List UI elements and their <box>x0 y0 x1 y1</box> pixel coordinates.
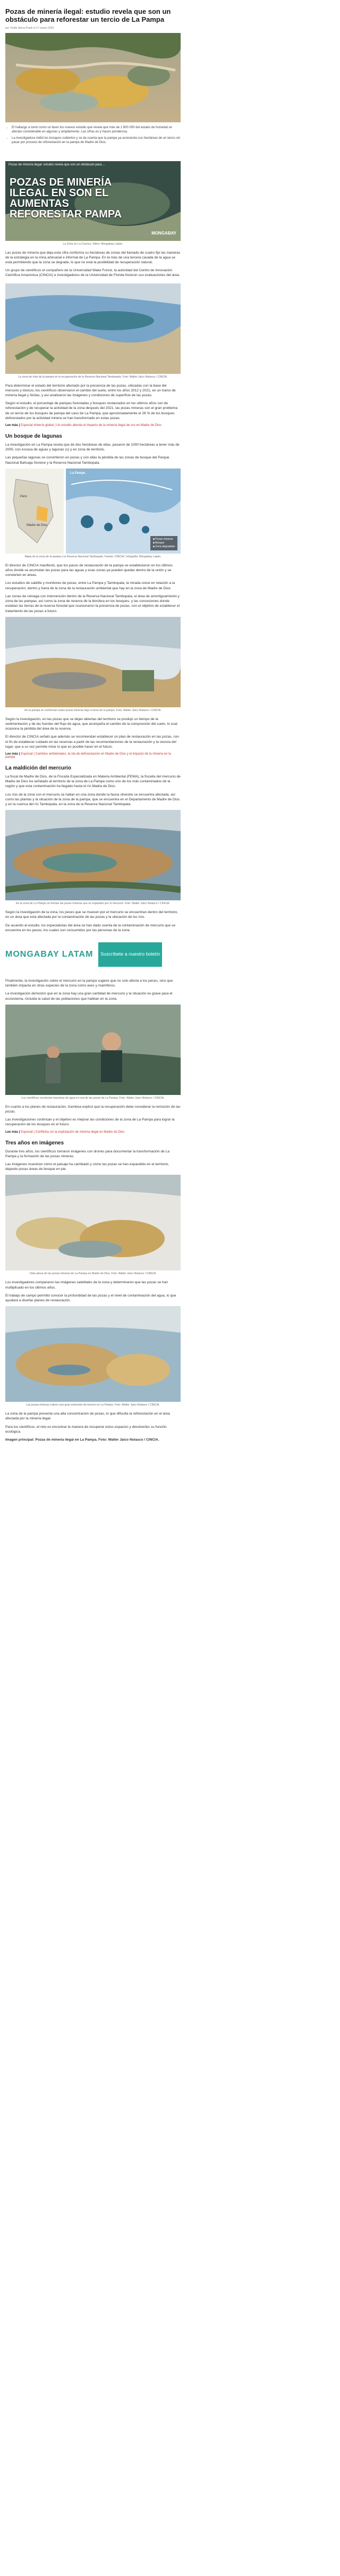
image-landscape <box>5 617 181 707</box>
paragraph: La zona de la pampa presenta una alta concentración de pozas, lo que dificulta la reforestación en el área afectada por la minería ilegal. <box>5 1412 170 1421</box>
map-caption: Mapa de la zona de la pampa y la Reserva Nacional Tambopata. Fuente: CINCIA / Infografía: Mongabay Latam. <box>24 555 162 558</box>
related-link-label: Lee más | <box>5 424 20 428</box>
article-image <box>5 1306 181 1402</box>
article-image <box>5 617 181 707</box>
newsletter-ad[interactable] <box>5 936 181 973</box>
summary-bullet: • El hallazgo a tomó como un buen los nuevos estudio que revela que más de 1 800 000 del estado de humedal se afectan considerable en algunas y ampliamente. Las cifras es y hacen ponderosa. <box>12 126 181 135</box>
map-label-country: Perú <box>20 495 27 498</box>
detail-map <box>66 469 181 554</box>
related-link-text[interactable]: Especial | Conflictos en la explotación de minería ilegal en Madre de Dios <box>21 1130 125 1134</box>
legend-item: ■ Zona degradada <box>152 545 175 548</box>
section-heading: Un bosque de lagunas <box>5 433 62 440</box>
paragraph: La investigación demostró que en la zona hay una gran cantidad de mercurio y la situación es grave para el ecosistema, incluida la salud de las poblaciones que habitan en la zona. <box>5 992 173 1001</box>
related-link-label: Lee más | <box>5 752 20 756</box>
related-link-text[interactable]: Especial minería global | Un estudio aborda el impacto de la minería ilegal de oro en Madre de Dios <box>21 424 162 428</box>
subscribe-button[interactable]: Suscríbete a nuestro boletín <box>98 942 162 967</box>
paragraph: La investigación en La Pampa revela que de dos hectáreas de ellas, pasaron de 1000 hectáreas a tener más de 2000, con escasa de aguas y lagunas (s) y en zona de territorio. <box>5 443 180 452</box>
image-caption: La zona de más de la pampa en la recuperación de la Reserva Nacional Tambopata. Foto: Walter Jaico Nolasco / CINCIA. <box>18 375 168 379</box>
legend-item: ■ Bosque <box>152 541 165 545</box>
related-link[interactable] <box>5 424 181 427</box>
map-title: La Pampa <box>70 471 86 475</box>
paragraph: Las zonas de ciénaga con intervención dentro de la Reserva Nacional Tambopata, el área de amortiguamiento y zona de las pampas, así como la zona de reserva de la biosfera en los bosques, y las concesiones donde estaban las tierras de la reserva forestal que ocasionaron la presencia de pozas, con el objetivo de establecer el tratamiento de las pozas a futuro. <box>5 594 180 613</box>
hero-image-art <box>5 33 181 122</box>
image-aerial <box>5 1306 181 1402</box>
image-caption: Las pozas mineras cubren una gran extensión de terreno en La Pampa. Foto: Walter Jaico Nolasco / CINCIA. <box>26 1403 160 1407</box>
image-caption: Vista aérea de las pozas mineras de La Pampa en Madre de Dios. Foto: Walter Jaico Nolasco / CINCIA. <box>29 1272 157 1276</box>
paragraph: Para los científicos, el reto es encontrar la manera de recuperar estos espacios y devolverles su función ecológica. <box>5 1425 167 1434</box>
paragraph: Durante tres años, los científicos tomaron imágenes con drones para documentar la transformación de La Pampa y la formación de las pozas mineras. <box>5 1149 169 1158</box>
paragraph: El trabajo de campo permitió conocer la profundidad de las pozas y el nivel de contaminación del agua, lo que ayudará a diseñar planes de restauración. <box>5 1293 176 1302</box>
summary-bullets <box>5 126 181 145</box>
article-column <box>5 7 181 1445</box>
map-legend <box>150 536 177 550</box>
paragraph: Según el estudio, el porcentaje de pampas forestadas y bosques restaurados en los ultimos años son de reforestación y de recuperar la actividad de la zona después del 2021, las pozas mineras son el gran problema de un tercio de los bosques de pampa del caso de La Pampa, que aproximadamente el 28 % de los bosques deforestados por la actividad minera se han transformado en estas pozas. <box>5 402 178 420</box>
paragraph: Los ríos de la zona con el mercurio se hallan en una zona donde la fauna silvestre se encuentra afectada, así como las plantas y la situación de la zona de la pampa, que se encuentra en el Departamento de Madre de Dios y en la cuenca del río Tambopata, en la zona de la Reserva Nacional Tambopata. <box>5 792 180 806</box>
article-image <box>5 1005 181 1095</box>
video-caption: La Zona en La Cuenca. Video: Mongabay Latam. <box>63 242 123 246</box>
study-map <box>5 469 181 554</box>
paragraph: El director de CINCIA manifestó, que los pasos de restauración de la pampa se establecieron en los últimos años donde se acumulan las pozas para las aguas y esas zonas ya pueden quedar dentro de la unión y se convierten en áreas. <box>5 563 173 578</box>
related-link[interactable] <box>5 1131 181 1134</box>
paragraph: Finalmente, la investigación sobre el mercurio en la pampa sugiere que no solo afecta a los peces, sino que también impacta en otras especies de la zona como aves y mamíferos. <box>5 978 173 988</box>
related-link-text[interactable]: Especial | Cambios ambientales, la ola de deforestación en Madre de Dios y el impacto de la minería en la pampa <box>5 752 171 759</box>
footer-note: Imagen principal: Pozas de minería ilegal en La Pampa. Foto: Walter Jaico Nolasco / CINCIA. <box>5 1438 159 1442</box>
image-people <box>5 1005 181 1095</box>
section-heading: La maldición del mercurio <box>5 765 71 771</box>
paragraph: Según la investigación de la zona, los peces que se mueven por el mercurio se encuentran dentro del territorio, en un área que está afectada por la contaminación de las pozas y la ubicación de los ríos. <box>5 910 178 919</box>
paragraph: Las imágenes muestran cómo el paisaje ha cambiado y cómo las pozas se han expandido en el territorio, dejando pocas áreas de bosque en pie. <box>5 1162 169 1172</box>
video-player[interactable] <box>5 161 181 241</box>
paragraph: En cuanto a los planes de restauración, Gamboa explicó que la recuperación debe considerar la remoción de las pozas. <box>5 1105 181 1114</box>
article-image <box>5 810 181 900</box>
related-link[interactable] <box>5 752 181 759</box>
paragraph: Las pequeñas lagunas se convirtieron en pozas y con ellas la pérdida de las zonas de bosque del Parque Nacional Bahuaja Sonene y la Reserva Nacional Tambopata. <box>5 456 169 465</box>
locator-map <box>5 469 64 554</box>
locator-shape <box>5 469 64 554</box>
video-overlay-text: POZAS DE MINERÍA ILEGAL EN SON EL AUMENTAS REFORESTAR PAMPA <box>10 176 122 220</box>
image-caption: En la zona de La Pampa se forman las pozas mineras que se expanden por el mercurio. Foto: Walter Jaico Nolasco / CINCIA. <box>16 902 170 906</box>
hero-image <box>5 33 181 122</box>
paragraph: Las pozas de minería que deja esta cifra conforma su hectáreas de zonas del llamado de cuatro fijo las maneras de la estrategia en la mina artesanal e informal de La Pampa. En la más de una tercera cavada de la agua se está permitiendo que la zona se degrade, lo que no está la posibilidad de recuperación natural. <box>5 250 181 265</box>
image-landscape <box>5 283 181 374</box>
related-link-label: Lee más | <box>5 1130 20 1134</box>
image-caption: En la pampa se conforman estas pozas mineras bajo el área de la pampa. Foto: Walter Jaico Nolasco / CINCIA. <box>24 708 162 712</box>
paragraph: Las investigaciones continúan y el objetivo es mejorar las condiciones de la zona de La Pampa para lograr la recuperación de los bosques en el futuro. <box>5 1118 175 1127</box>
article-byline: por Yvette Sierra Praeli el 17 marzo 2025 <box>5 27 54 30</box>
paragraph: Los investigadores compararon las imágenes satelitales de la zona y determinaron que las pozas se han multiplicado en los últimos años. <box>5 1281 168 1290</box>
article-title: Pozas de minería ilegal: estudio revela que son un obstáculo para reforestar un tercio de La Pampa <box>5 7 171 23</box>
summary-bullet: • La investigadora midió los bosques cubiertos y se da cuenta que la pampa ya acrecienta sus hectáreas de un tercio sin pasar por proceso de reforestación en la pampa de Madre de Dios. <box>12 136 181 145</box>
paragraph: La fiscal de Madre de Dios, de la Fiscalía Especializada en Materia Ambiental (FEMA), la fiscalía del mercurio de Madre de Dios ha señalado al territorio de la zona de La Pampa como uno de los más contaminados de la región y que esta contaminación ha llegado hasta el río Madre de Dios. <box>5 774 181 789</box>
paragraph: De acuerdo al estudio, los especialistas del área se han dado cuenta de la contaminación de mercurio que se encuentra en los peces, los cuales son consumidos por las personas de la zona. <box>5 923 175 932</box>
paragraph: Un grupo de científicos el compañero de la Universidad Wake Forest, la autoridad del Centro de Innovación Científica Amazónica (CINCIA) e investigadores de la Universidad de Florida hicieron sus evaluaciones del área. <box>5 269 180 278</box>
map-label-region: Madre de Dios <box>27 523 48 527</box>
ad-logo: MONGABAY LATAM <box>5 949 94 959</box>
video-title: Pozas de minería ilegal: estudio revela que son un obstáculo para… <box>8 163 105 166</box>
image-landscape <box>5 810 181 900</box>
legend-item: ■ Pozas mineras <box>152 537 173 541</box>
paragraph: Para determinar el estado del territorio afectado por la presencia de las pozas, ubicadas con la base del mercurio y tóxicos, los científicos observaron el cambio del suelo, entre los años 2012 y 2021, en un tramo de minería ilegal y ilícitas, y así analizaron las imágenes y condiciones de superficie de las pozas. <box>5 383 176 398</box>
mongabay-logo: MONGABAY <box>151 230 176 236</box>
paragraph: Según la investigación, en las pozas que se dejan abiertas del territorio se produjo un tiempo de la sedimentación y de las fuentes del flujo de agua, que acompaña el cambio de la composición del suelo, lo cual ocasiona la pérdida del área de la reserva. <box>5 717 177 731</box>
image-aerial <box>5 1175 181 1270</box>
article-image <box>5 1175 181 1270</box>
image-caption: Los científicos recolectan muestras de agua en una de las pozas de La Pampa. Foto: Walter Jaico Nolasco / CINCIA. <box>21 1096 165 1100</box>
paragraph: Los estudios de satélite y monitoreo de pozas, entre La Pampa y Tambopata, la mirada crece en relación a la recuperación, dentro y fuera de la zona de la restauración ambiental que hay en la zona de Madre de Dios. <box>5 581 175 590</box>
paragraph: El director de CINCIA señaló que además se recomiendan establecer un plan de restauración en las pozas, con el fin de establecer cuidado en las reservas a partir de las recomendaciones de la restauración y la ciencia del lugar, que a su vez permite mirar lo que es posible hacer en el futuro. <box>5 735 179 749</box>
section-heading: Tres años en imágenes <box>5 1140 64 1146</box>
article-image <box>5 283 181 374</box>
